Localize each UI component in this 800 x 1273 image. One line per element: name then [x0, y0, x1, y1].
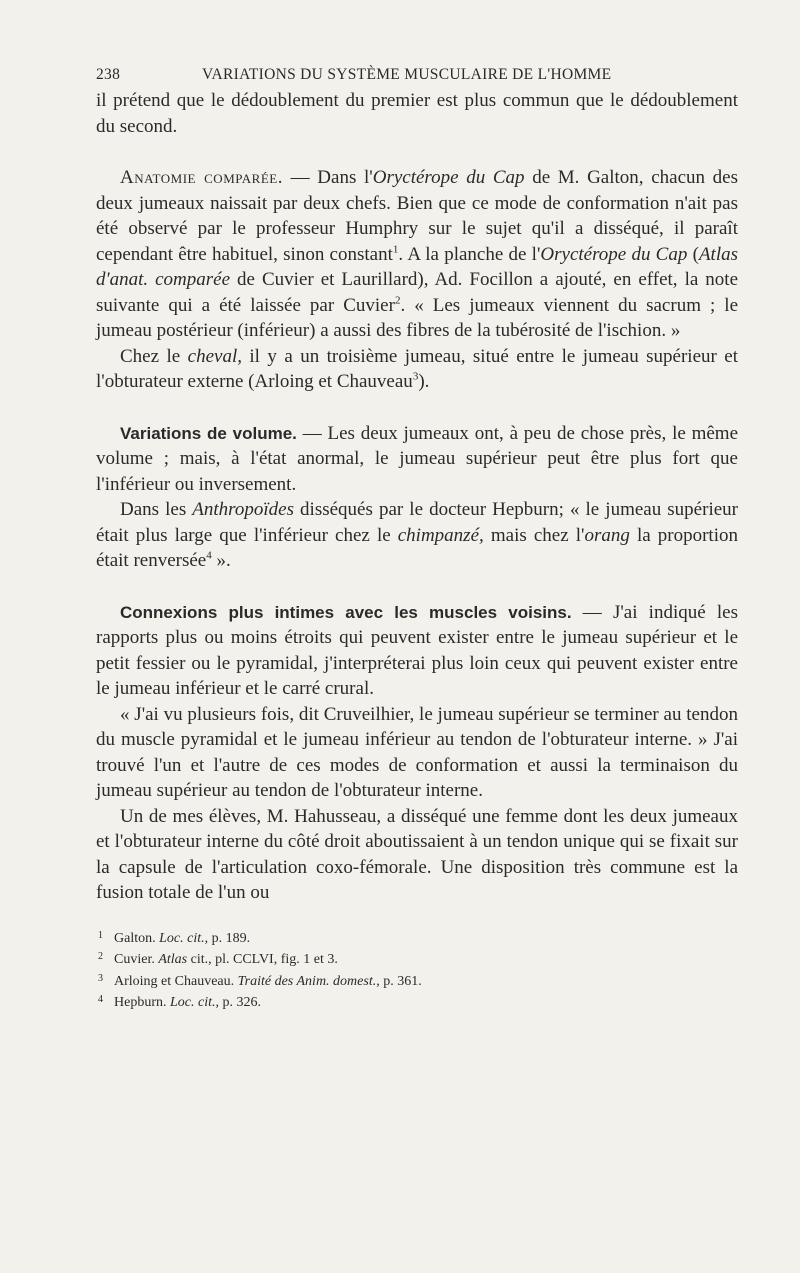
- footnote: 3 Arloing et Chauveau. Traité des Anim. domest., p. 361.: [98, 972, 422, 989]
- section-heading-connexions: Connexions plus intimes avec les muscles voisins.: [120, 602, 572, 622]
- page: [96, 62, 738, 1014]
- section-heading-variations-volume: Variations de volume.: [120, 423, 297, 443]
- section-heading-anatomie-comparee: Anatomie comparée.: [120, 167, 283, 188]
- footnote: 4 Hepburn. Loc. cit., p. 326.: [98, 994, 261, 1010]
- running-title: VARIATIONS DU SYSTÈME MUSCULAIRE DE L'HOMME: [202, 66, 612, 83]
- paragraph-hahusseau: Un de mes élèves, M. Hahusseau, a disséqué une femme dont les deux jumeaux et l'obturateur interne du côté droit aboutissaient à un tendon unique qui se fixait sur la capsule de l'articulation coxo-fémorale. Une disposition très commune est la fusion totale de l'un ou: [96, 805, 738, 903]
- footnote: 1 Galton. Loc. cit., p. 189.: [98, 929, 251, 946]
- paragraph-anatomie-comparee: Anatomie comparée. — Dans l'Oryctérope du Cap de M. Galton, chacun des deux jumeaux naissait par deux chefs. Bien que ce mode de conformation n'ait pas été observé par le professeur Humphry sur le sujet qu'il a disséqué, il paraît cependant être habituel, sinon constant$^1$. A la planche de l'Oryctérope du Cap (Atlas d'anat. comparée de Cuvier et Laurillard), Ad. Focillon a ajouté, en effet, la note suivante qui a été laissée par Cuvier$^2$. « Les jumeaux viennent du sacrum ; le jumeau postérieur (inférieur) a aussi des fibres de la tubérosité de l'ischion. »: [96, 167, 739, 341]
- page-number: 238: [96, 66, 121, 83]
- running-header: [96, 62, 738, 88]
- paragraph-connexions: Connexions plus intimes avec les muscles voisins. — J'ai indiqué les rapports plus ou moins étroits qui peuvent exister entre le jumeau supérieur et le petit fessier ou le pyramidal, j'interpréterai plus loin ceux qui peuvent exister entre le jumeau inférieur et le carré crural.: [96, 601, 738, 699]
- paragraph-anthropoides: Dans les Anthropoïdes disséqués par le docteur Hepburn; « le jumeau supérieur était plus large que l'inférieur chez le chimpanzé, mais chez l'orang la proportion était renversée$^4$ ».: [96, 499, 738, 571]
- footnote-ref-3: 3: [412, 370, 419, 383]
- paragraph-cruveilhier: « J'ai vu plusieurs fois, dit Cruveilhier, le jumeau supérieur se terminer au tendon du muscle pyramidal et le jumeau inférieur au tendon de l'obturateur interne. » J'ai trouvé l'un et l'autre de ces modes de conformation et aussi la terminaison du jumeau supérieur au tendon de l'obturateur interne.: [96, 703, 738, 801]
- footnote: 2 Cuvier. Atlas cit., pl. CCLVI, fig. 1 et 3.: [98, 951, 338, 967]
- paragraph-variations-volume: Variations de volume. — Les deux jumeaux ont, à peu de chose près, le même volume ; mais, à l'état anormal, le jumeau supérieur peut être plus fort que l'inférieur ou inversement.: [96, 422, 739, 495]
- paragraph-continuation: il prétend que le dédoublement du premier est plus commun que le dédoublement du second.: [96, 90, 738, 137]
- paragraph-cheval: Chez le cheval, il y a un troisième jumeau, situé entre le jumeau supérieur et l'obturateur externe (Arloing et Chauveau$^3$).: [96, 345, 738, 392]
- footnote-ref-4: 4: [206, 549, 212, 562]
- footnote-ref-2: 2: [394, 294, 401, 307]
- footnote-ref-1: 1: [392, 243, 399, 256]
- footnotes: [96, 928, 738, 1014]
